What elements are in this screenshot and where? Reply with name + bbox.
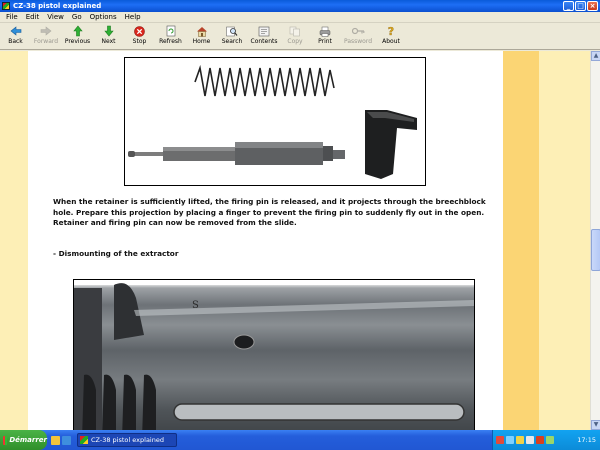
- back-button[interactable]: Back: [1, 23, 30, 49]
- decor-stripe-left: [0, 51, 28, 430]
- menu-bar: [0, 12, 600, 23]
- about-button[interactable]: ? About: [382, 25, 400, 45]
- forward-button[interactable]: Forward: [30, 23, 62, 49]
- spring-image: [195, 68, 334, 96]
- refresh-button[interactable]: Refresh: [155, 23, 186, 49]
- window-title: CZ-38 pistol explained: [13, 2, 102, 10]
- taskbar-window-button[interactable]: [77, 433, 177, 447]
- folder-icon[interactable]: [51, 436, 60, 445]
- scroll-down-icon[interactable]: ▼: [591, 420, 600, 430]
- quick-launch: [51, 436, 71, 445]
- refresh-icon: [164, 25, 178, 37]
- menu-help[interactable]: Help: [124, 13, 141, 21]
- svg-text:?: ?: [387, 25, 395, 37]
- contents-button[interactable]: Contents: [247, 23, 281, 49]
- instruction-paragraph: When the retainer is sufficiently lifted, the firing pin is released, and it projects through the breechblock hole. Prepare this projection by placing a finger to prevent the firing pin to suddenly fly out in the open. Retainer and firing pin can now be removed from the slide.: [53, 197, 486, 227]
- title-bar: [0, 0, 600, 12]
- previous-button[interactable]: Previous: [62, 23, 93, 49]
- menu-edit[interactable]: Edit: [25, 13, 40, 21]
- taskbar: [0, 430, 600, 450]
- tray-antivirus-icon[interactable]: [496, 436, 504, 444]
- scroll-up-icon[interactable]: ▲: [591, 51, 600, 61]
- home-button[interactable]: Home: [186, 23, 217, 49]
- copy-icon: [288, 25, 302, 37]
- firing-pin-photo: [124, 57, 426, 186]
- home-icon: [195, 25, 209, 37]
- tray-update-icon[interactable]: [536, 436, 544, 444]
- password-button[interactable]: Password: [341, 23, 375, 49]
- next-button[interactable]: Next: [93, 23, 124, 49]
- tray-display-icon[interactable]: [526, 436, 534, 444]
- menu-options[interactable]: Options: [89, 13, 117, 21]
- browser-icon[interactable]: [62, 436, 71, 445]
- slide-closeup-photo: [73, 279, 475, 430]
- stop-button[interactable]: Stop: [124, 23, 155, 49]
- start-label: Démarrer: [9, 436, 47, 444]
- print-icon: [318, 25, 332, 37]
- firing-pin-image: [128, 142, 345, 165]
- help-icon: [384, 25, 398, 37]
- toolbar: [0, 23, 600, 50]
- search-icon: [225, 25, 239, 37]
- app-icon: [80, 436, 88, 444]
- windows-flag-icon: [3, 436, 7, 445]
- content-area: [0, 51, 590, 430]
- retainer-image: [365, 110, 417, 179]
- forward-arrow-icon: [39, 25, 53, 37]
- menu-file[interactable]: File: [6, 13, 18, 21]
- clock: 17:15: [577, 436, 596, 444]
- scroll-thumb[interactable]: [591, 229, 600, 271]
- maximize-button[interactable]: □: [575, 1, 586, 11]
- system-tray: [492, 430, 600, 450]
- minimize-button[interactable]: _: [563, 1, 574, 11]
- tray-network-icon[interactable]: [506, 436, 514, 444]
- start-button[interactable]: [0, 430, 47, 450]
- menu-go[interactable]: Go: [71, 13, 82, 21]
- task-label: CZ-38 pistol explained: [91, 436, 164, 444]
- section-subheading: - Dismounting of the extractor: [53, 249, 179, 258]
- decor-stripe-right: [503, 51, 539, 430]
- search-button[interactable]: Search: [217, 23, 247, 49]
- copy-button[interactable]: Copy: [281, 23, 309, 49]
- key-icon: [351, 25, 365, 37]
- svg-text:S: S: [192, 300, 199, 311]
- up-arrow-icon: [71, 25, 85, 37]
- decor-stripe-far-right: [539, 51, 590, 430]
- back-arrow-icon: [9, 25, 23, 37]
- tray-security-icon[interactable]: [516, 436, 524, 444]
- print-button[interactable]: Print: [309, 23, 341, 49]
- vertical-scrollbar[interactable]: [590, 51, 600, 430]
- stop-icon: [133, 25, 147, 37]
- tray-volume-icon[interactable]: [546, 436, 554, 444]
- close-button[interactable]: ×: [587, 1, 598, 11]
- app-icon: [2, 2, 10, 10]
- menu-view[interactable]: View: [47, 13, 64, 21]
- contents-icon: [257, 25, 271, 37]
- down-arrow-icon: [102, 25, 116, 37]
